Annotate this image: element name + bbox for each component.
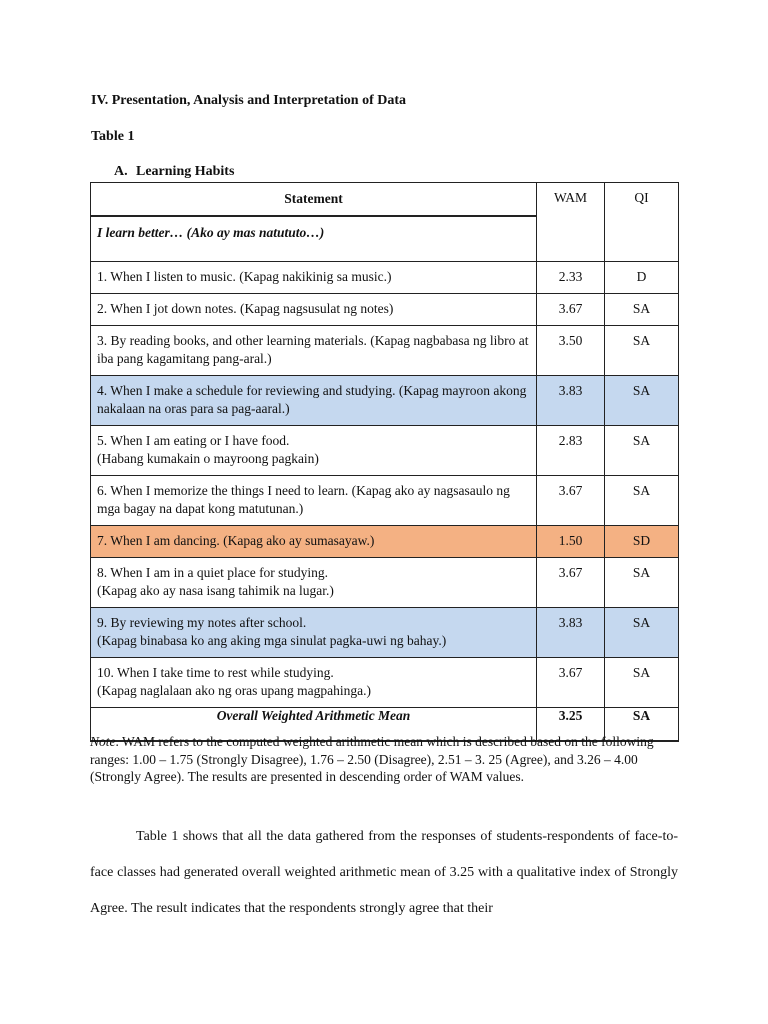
wam-cell <box>537 376 605 426</box>
statement-line: 5. When I am eating or I have food. <box>97 433 290 448</box>
wam-cell <box>537 262 605 294</box>
paragraph-text: Table 1 shows that all the data gathered from the responses of students-respondents of face-to-face classes had generated overall weighted arithmetic mean of 3.25 with a qualitative index of Strongly Agree. The result indicates that the respondents strongly agree that their <box>90 829 678 916</box>
statement-text: 6. When I memorize the things I need to learn. (Kapag ako ay nagsasaulo ng mga bagay na dapat kong matutunan.) <box>97 483 510 516</box>
qi-value: SA <box>632 565 651 580</box>
qi-cell <box>605 326 679 376</box>
table-row <box>91 294 679 326</box>
table-row <box>91 376 679 426</box>
qi-cell <box>605 558 679 608</box>
learning-habits-table <box>90 182 679 742</box>
statement-line: (Kapag naglalaan ako ng oras upang magpahinga.) <box>97 683 372 698</box>
table-row <box>91 658 679 708</box>
qi-cell <box>605 526 679 558</box>
wam-value: 3.67 <box>558 301 583 316</box>
qi-cell <box>605 658 679 708</box>
overall-qi: SA <box>605 708 679 742</box>
table-row <box>91 476 679 526</box>
table-row <box>91 526 679 558</box>
qi-value: SA <box>632 483 651 498</box>
statement-cell <box>91 476 537 526</box>
qi-value: SA <box>632 301 651 316</box>
statement-cell <box>91 294 537 326</box>
wam-cell <box>537 558 605 608</box>
statement-line: (Kapag binabasa ko ang aking mga sinulat pagka-uwi ng bahay.) <box>97 633 447 648</box>
overall-label: Overall Weighted Arithmetic Mean <box>91 708 537 742</box>
wam-value: 3.50 <box>558 333 583 348</box>
statement-line: (Habang kumakain o mayroong pagkain) <box>97 451 319 466</box>
table-row <box>91 608 679 658</box>
header-statement: Statement <box>91 183 537 217</box>
statement-cell <box>91 558 537 608</box>
table-row <box>91 426 679 476</box>
wam-value: 3.67 <box>558 665 583 680</box>
wam-value: 1.50 <box>558 533 583 548</box>
statement-cell <box>91 608 537 658</box>
wam-value: 3.67 <box>558 483 583 498</box>
qi-value: SA <box>632 433 651 448</box>
qi-value: SD <box>632 533 651 548</box>
statement-cell <box>91 326 537 376</box>
qi-cell <box>605 608 679 658</box>
statement-cell <box>91 526 537 558</box>
intro-statement: I learn better… (Ako ay mas natututo…) <box>91 216 537 262</box>
qi-value: D <box>636 269 647 284</box>
subheading <box>114 164 234 180</box>
subheading-text: Learning Habits <box>136 164 235 179</box>
wam-value: 3.67 <box>558 565 583 580</box>
table-label: Table 1 <box>91 129 135 144</box>
qi-value: SA <box>632 615 651 630</box>
wam-cell <box>537 608 605 658</box>
statement-text: 4. When I make a schedule for reviewing and studying. (Kapag mayroon akong nakalaan na oras para sa pag-aaral.) <box>97 383 527 416</box>
header-qi: QI <box>605 183 679 262</box>
statement-text: 1. When I listen to music. (Kapag nakikinig sa music.) <box>97 269 392 284</box>
table-note <box>90 733 680 786</box>
table-row <box>91 326 679 376</box>
wam-cell <box>537 526 605 558</box>
wam-cell <box>537 658 605 708</box>
qi-cell <box>605 262 679 294</box>
wam-value: 3.83 <box>558 615 583 630</box>
qi-cell <box>605 476 679 526</box>
qi-value: SA <box>632 383 651 398</box>
statement-cell <box>91 426 537 476</box>
note-lead: Note <box>90 734 116 749</box>
body-paragraph <box>90 819 678 927</box>
wam-value: 3.83 <box>558 383 583 398</box>
wam-cell <box>537 294 605 326</box>
qi-value: SA <box>632 333 651 348</box>
statement-line: 8. When I am in a quiet place for studying. <box>97 565 329 580</box>
qi-cell <box>605 376 679 426</box>
wam-cell <box>537 426 605 476</box>
overall-wam: 3.25 <box>537 708 605 742</box>
table-row <box>91 558 679 608</box>
wam-cell <box>537 476 605 526</box>
wam-value: 2.33 <box>558 269 583 284</box>
statement-text: 7. When I am dancing. (Kapag ako ay sumasayaw.) <box>97 533 375 548</box>
wam-cell <box>537 326 605 376</box>
statement-line: 9. By reviewing my notes after school. <box>97 615 307 630</box>
statement-line: (Kapag ako ay nasa isang tahimik na lugar.) <box>97 583 334 598</box>
statement-cell <box>91 376 537 426</box>
statement-line: 10. When I take time to rest while studying. <box>97 665 334 680</box>
section-title: IV. Presentation, Analysis and Interpretation of Data <box>91 93 407 108</box>
statement-cell <box>91 658 537 708</box>
qi-cell <box>605 294 679 326</box>
wam-value: 2.83 <box>558 433 583 448</box>
statement-cell <box>91 262 537 294</box>
statement-text: 2. When I jot down notes. (Kapag nagsusulat ng notes) <box>97 301 394 316</box>
qi-cell <box>605 426 679 476</box>
note-text: . WAM refers to the computed weighted arithmetic mean which is described based on the following ranges: 1.00 – 1.75 (Strongly Disagree), 1.76 – 2.50 (Disagree), 2.51 – 3. 25 (Agree), and 3.26 – 4.00 (Strongly Agree). The results are presented in descending order of WAM values. <box>90 734 654 784</box>
header-wam: WAM <box>537 183 605 262</box>
qi-value: SA <box>632 665 651 680</box>
statement-text: 3. By reading books, and other learning materials. (Kapag nagbabasa ng libro at iba pang kagamitang pang-aral.) <box>97 333 529 366</box>
subheading-number: A. <box>114 164 128 179</box>
table-row <box>91 262 679 294</box>
table-header-row <box>91 183 679 217</box>
